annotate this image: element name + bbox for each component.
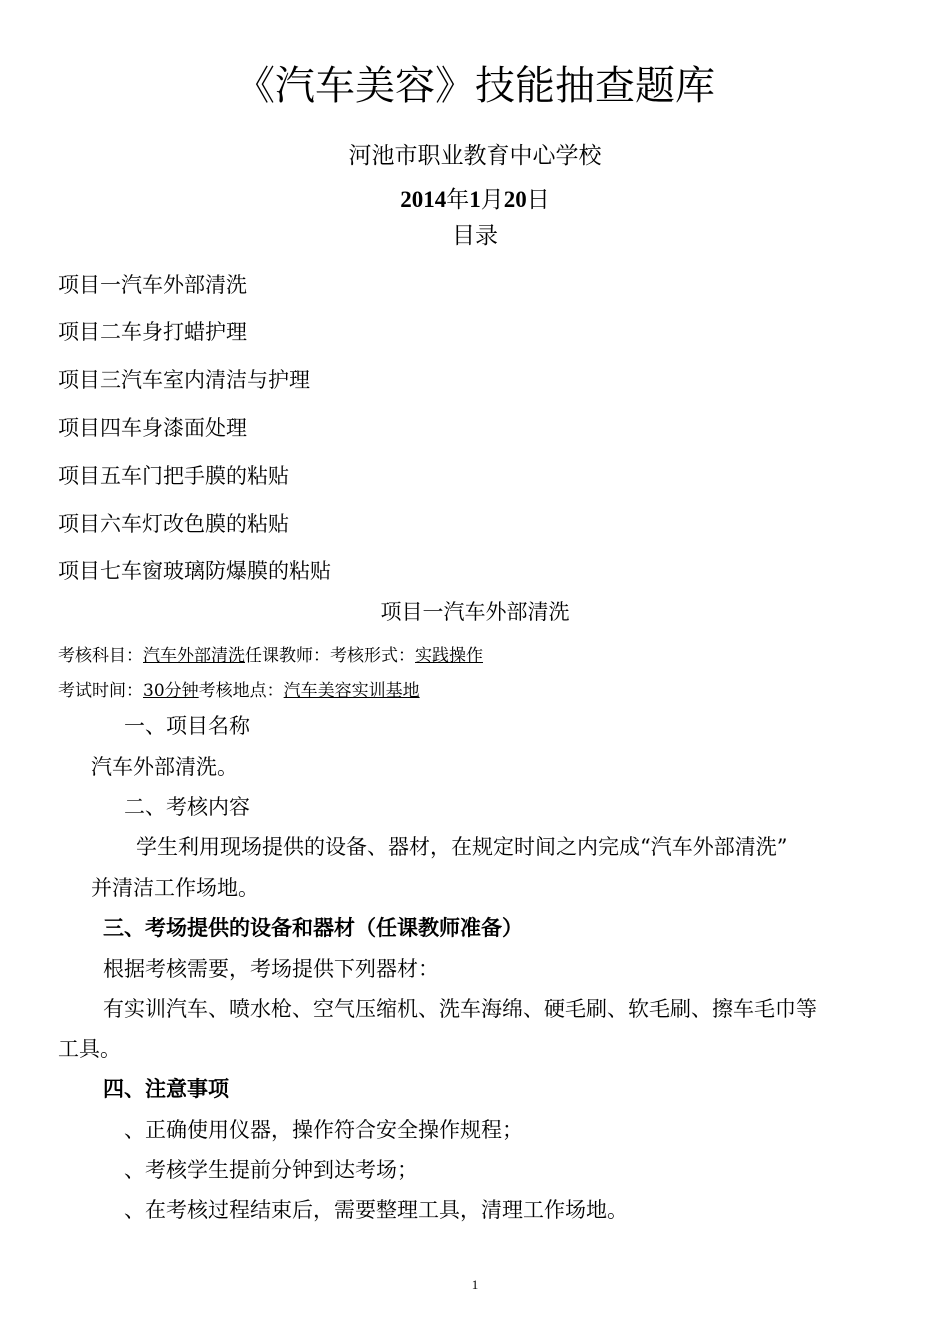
toc-title: 目录 [452, 223, 498, 249]
paragraph: 工具。 [58, 1037, 121, 1061]
paragraph: 汽车外部清洗。 [91, 755, 238, 779]
time-label: 考试时间： [58, 681, 143, 701]
document-date [0, 184, 950, 216]
form-label: 考核形式： [330, 646, 415, 666]
page-number: 1 [471, 1277, 479, 1292]
note-item: 、在考核过程结束后，需要整理工具，清理工作场地。 [124, 1198, 628, 1222]
date-year-unit: 年 [446, 187, 470, 213]
school-name: 河池市职业教育中心学校 [348, 143, 602, 169]
exam-meta-line-2 [58, 678, 420, 704]
date-month-unit: 月 [480, 187, 504, 213]
date-year: 2014 [400, 187, 447, 212]
toc-item: 项目四车身漆面处理 [58, 416, 247, 440]
subject-label: 考核科目： [58, 646, 143, 666]
note-item: 、正确使用仪器，操作符合安全操作规程； [124, 1118, 523, 1142]
section-heading: 三、考场提供的设备和器材（任课教师准备） [103, 915, 523, 940]
toc-item: 项目二车身打蜡护理 [58, 320, 247, 344]
paragraph: 学生利用现场提供的设备、器材，在规定时间之内完成“汽车外部清洗” [136, 835, 788, 859]
section-heading: 一、项目名称 [124, 714, 250, 738]
subject-value: 汽车外部清洗 [143, 646, 245, 666]
section-heading: 四、注意事项 [103, 1076, 229, 1101]
form-value: 实践操作 [415, 646, 483, 666]
project-title: 项目一汽车外部清洗 [380, 600, 570, 624]
date-month: 1 [469, 187, 481, 212]
document-title: 《汽车美容》技能抽查题库 [235, 63, 715, 109]
toc-item: 项目三汽车室内清洁与护理 [58, 368, 310, 392]
place-label: 考核地点： [198, 681, 284, 701]
section-heading: 二、考核内容 [124, 795, 250, 819]
time-value: 30分钟 [143, 681, 199, 701]
toc-item: 项目五车门把手膜的粘贴 [58, 464, 289, 488]
place-value: 汽车美容实训基地 [283, 681, 420, 701]
paragraph: 根据考核需要，考场提供下列器材： [103, 957, 439, 981]
date-day: 20 [503, 187, 527, 212]
toc-item: 项目六车灯改色膜的粘贴 [58, 512, 289, 536]
note-item: 、考核学生提前分钟到达考场； [124, 1158, 418, 1182]
paragraph: 有实训汽车、喷水枪、空气压缩机、洗车海绵、硬毛刷、软毛刷、擦车毛巾等 [103, 997, 817, 1021]
exam-meta-line-1 [58, 643, 483, 669]
teacher-label: 任课教师： [245, 646, 330, 666]
date-day-unit: 日 [526, 187, 550, 213]
toc-item: 项目七车窗玻璃防爆膜的粘贴 [58, 559, 331, 583]
paragraph: 并清洁工作场地。 [91, 876, 259, 900]
toc-item: 项目一汽车外部清洗 [58, 273, 247, 297]
